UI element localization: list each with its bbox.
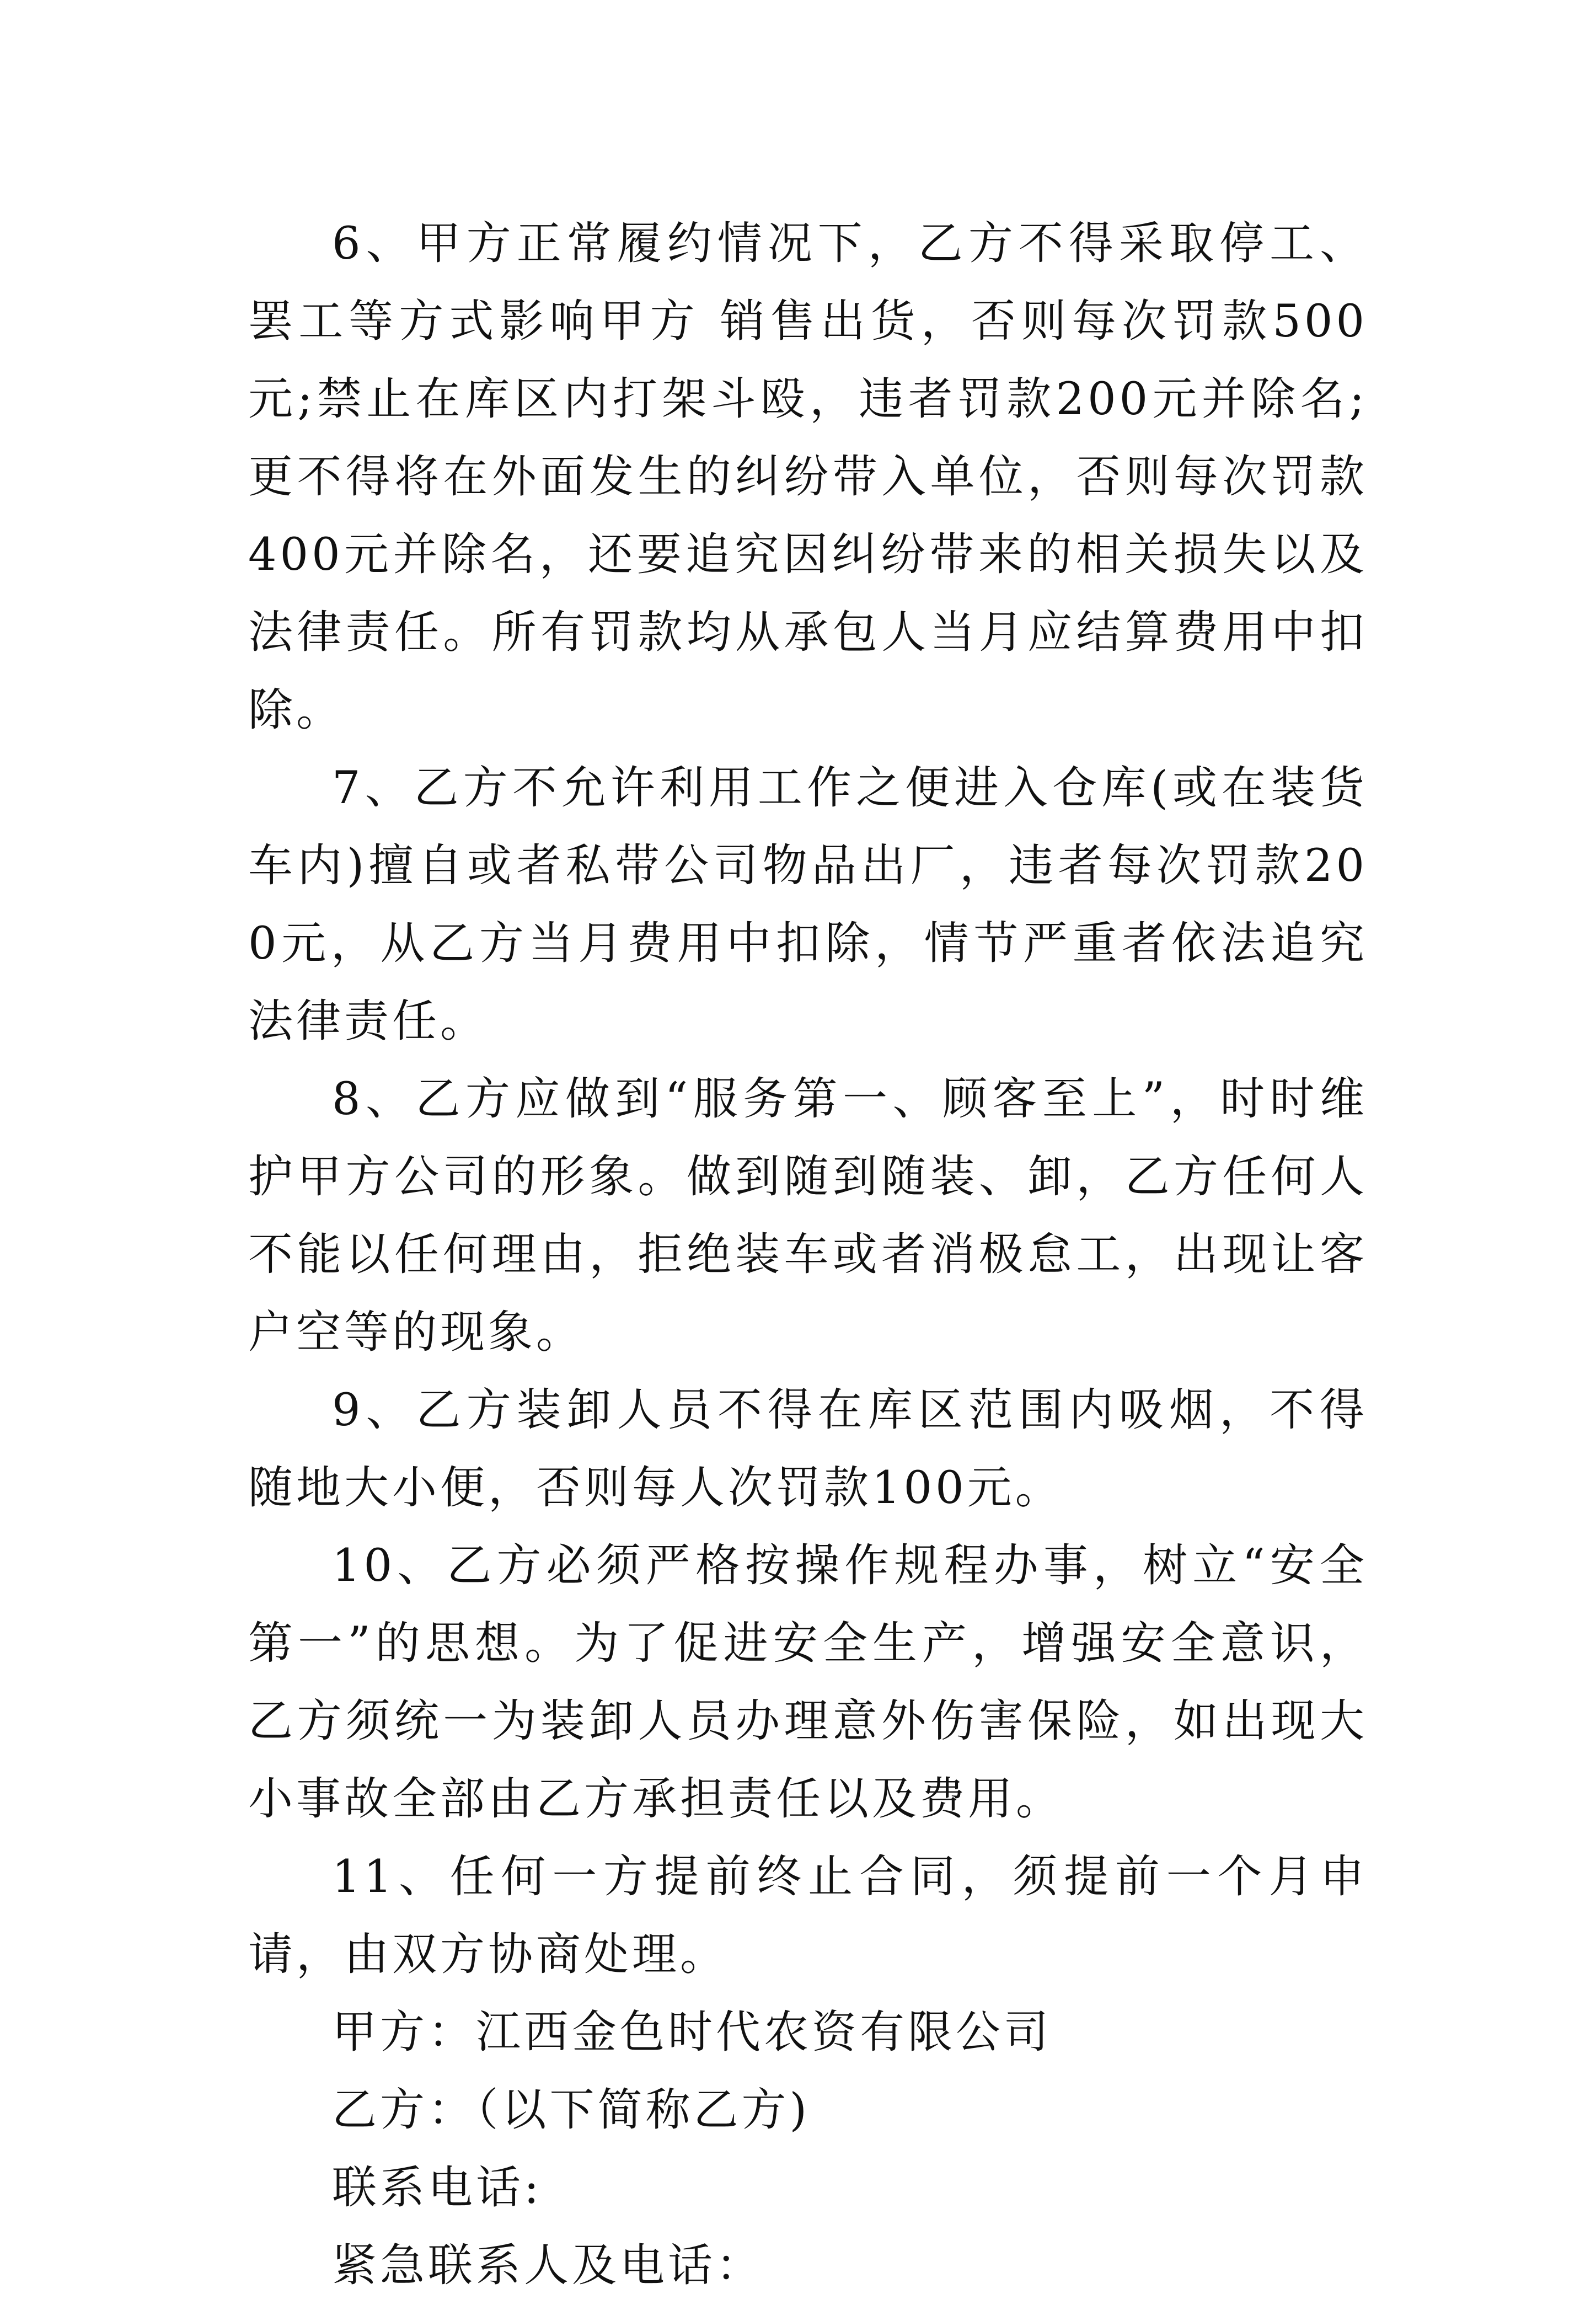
party-b-line: 乙方：（以下简称乙方) — [332, 2084, 811, 2136]
party-a-line: 甲方：江西金色时代农资有限公司 — [332, 2007, 1052, 2058]
document-page — [248, 205, 1368, 2305]
clause-6: 6、甲方正常履约情况下，乙方不得采取停工、罢工等方式影响甲方 销售出货，否则每次罚款500元;禁止在库区内打架斗殴，违者罚款200元并除名;更不得将在外面发生的纠纷带入单位，否则每次罚款400元并除名，还要追究因纠纷带来的相关损失以及法律责任。所有罚款均从承包人当月应结算费用中扣除。 — [248, 218, 1368, 736]
clause-11: 11、任何一方提前终止合同，须提前一个月申请，由双方协商处理。 — [248, 1851, 1368, 1981]
emergency-contact-line: 紧急联系人及电话： — [332, 2240, 764, 2292]
clause-9: 9、乙方装卸人员不得在库区范围内吸烟，不得随地大小便，否则每人次罚款100元。 — [248, 1384, 1368, 1514]
clause-8: 8、乙方应做到“服务第一、顾客至上”，时时维护甲方公司的形象。做到随到随装、卸，乙方任何人不能以任何理由，拒绝装车或者消极怠工，出现让客户空等的现象。 — [248, 1073, 1368, 1359]
phone-line: 联系电话: — [332, 2162, 543, 2214]
clause-7: 7、乙方不允许利用工作之便进入仓库(或在装货车内)擅自或者私带公司物品出厂，违者每次罚款200元，从乙方当月费用中扣除，情节严重者依法追究法律责任。 — [248, 762, 1368, 1047]
clause-10: 10、乙方必须严格按操作规程办事，树立“安全第一”的思想。为了促进安全生产，增强安全意识，乙方须统一为装卸人员办理意外伤害保险，如出现大小事故全部由乙方承担责任以及费用。 — [248, 1540, 1368, 1825]
